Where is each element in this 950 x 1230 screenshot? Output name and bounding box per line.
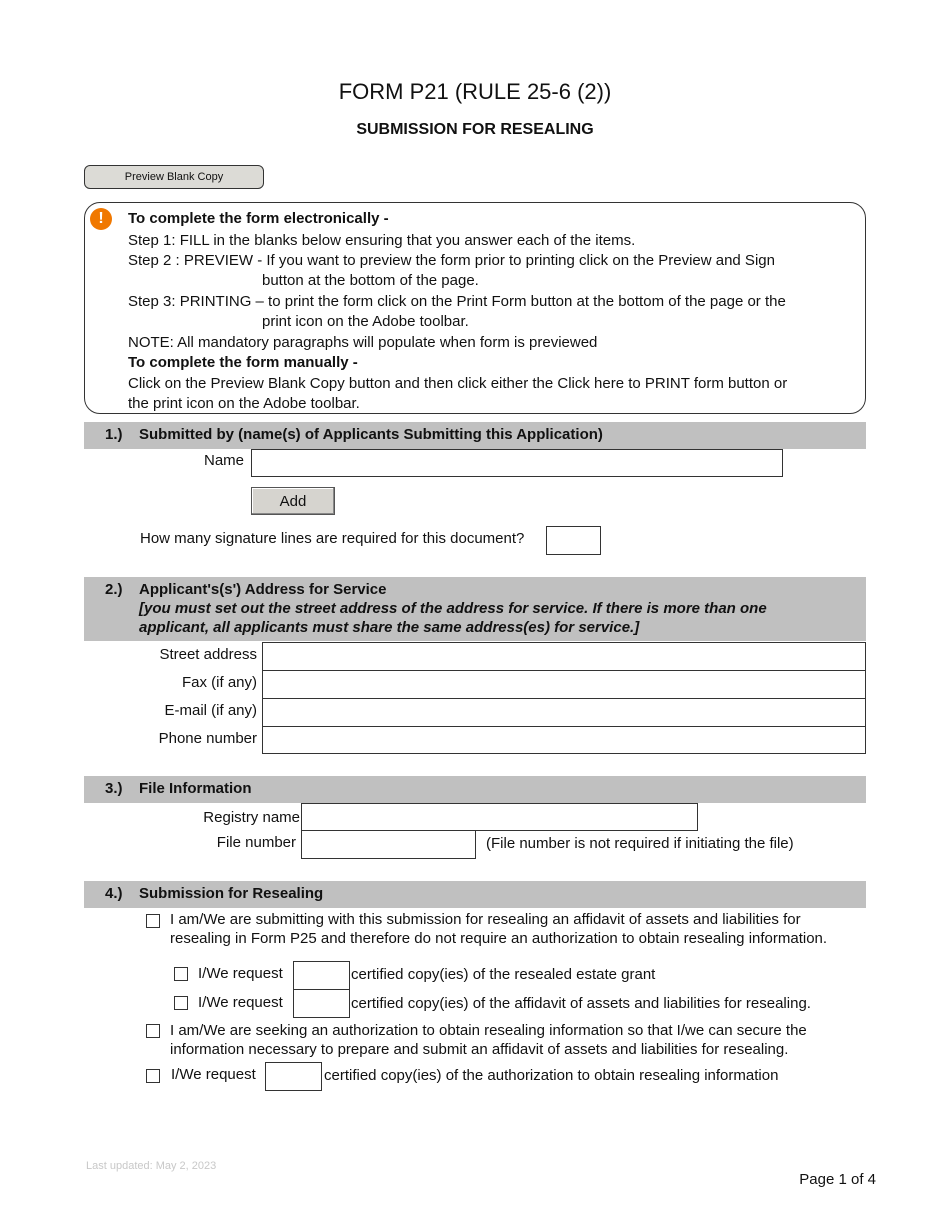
section4-number: 4.): [105, 885, 123, 902]
name-input[interactable]: [251, 449, 783, 477]
request1-text: certified copy(ies) of the resealed estate grant: [351, 966, 656, 983]
option2-checkbox[interactable]: [146, 1024, 160, 1038]
request3-checkbox[interactable]: [146, 1069, 160, 1083]
request1-checkbox[interactable]: [174, 967, 188, 981]
instructions-heading-electronic: To complete the form electronically -: [128, 210, 389, 227]
request1-label: I/We request: [198, 965, 283, 982]
option1-text: I am/We are submitting with this submission for resealing an affidavit of assets and liabilities for: [170, 911, 801, 928]
section3-number: 3.): [105, 780, 123, 797]
section4-header: [84, 881, 866, 908]
instructions-step2: Step 2 : PREVIEW - If you want to preview the form prior to printing click on the Preview and Sign: [128, 252, 775, 269]
instructions-step3: Step 3: PRINTING – to print the form click on the Print Form button at the bottom of the page or the: [128, 293, 786, 310]
request2-checkbox[interactable]: [174, 996, 188, 1010]
email-label: E-mail (if any): [164, 702, 257, 719]
exclamation-icon: !: [90, 208, 112, 230]
signature-lines-input[interactable]: [546, 526, 601, 555]
phone-input[interactable]: [262, 726, 866, 754]
file-number-label: File number: [216, 834, 296, 851]
instructions-manual: Click on the Preview Blank Copy button and then click either the Click here to PRINT form button or: [128, 375, 788, 392]
section2-title: Applicant's(s') Address for Service: [139, 581, 387, 598]
instructions-heading-manual: To complete the form manually -: [128, 354, 358, 371]
request2-count-input[interactable]: [293, 989, 350, 1018]
preview-blank-copy-button[interactable]: Preview Blank Copy: [84, 165, 264, 189]
request2-text: certified copy(ies) of the affidavit of assets and liabilities for resealing.: [351, 995, 811, 1012]
section2-note-cont: applicant, all applicants must share the same address(es) for service.]: [139, 619, 640, 636]
request3-text: certified copy(ies) of the authorization to obtain resealing information: [324, 1067, 779, 1084]
section3-title: File Information: [139, 780, 252, 797]
option2-text-cont: information necessary to prepare and submit an affidavit of assets and liabilities for resealing.: [170, 1041, 789, 1058]
file-number-note: (File number is not required if initiating the file): [486, 835, 794, 852]
request3-label: I/We request: [171, 1066, 256, 1083]
instructions-step1: Step 1: FILL in the blanks below ensuring that you answer each of the items.: [128, 232, 636, 249]
section2-number: 2.): [105, 581, 123, 598]
phone-label: Phone number: [158, 730, 257, 747]
request1-count-input[interactable]: [293, 961, 350, 990]
instructions-step3-cont: print icon on the Adobe toolbar.: [262, 313, 469, 330]
form-subtitle: SUBMISSION FOR RESEALING: [356, 121, 594, 138]
request3-count-input[interactable]: [265, 1062, 322, 1091]
instructions-manual-cont: the print icon on the Adobe toolbar.: [128, 395, 360, 412]
signature-lines-question: How many signature lines are required for this document?: [140, 530, 525, 547]
street-address-label: Street address: [159, 646, 257, 663]
page-number: Page 1 of 4: [799, 1171, 876, 1188]
registry-name-label: Registry name: [203, 809, 300, 826]
street-address-input[interactable]: [262, 642, 866, 671]
email-input[interactable]: [262, 698, 866, 727]
section3-header: [84, 776, 866, 803]
section1-header: [84, 422, 866, 449]
section2-header: [84, 577, 866, 641]
section1-title: Submitted by (name(s) of Applicants Submitting this Application): [139, 426, 603, 443]
fax-input[interactable]: [262, 670, 866, 699]
add-button[interactable]: Add: [251, 487, 335, 515]
instructions-note: NOTE: All mandatory paragraphs will populate when form is previewed: [128, 334, 598, 351]
last-updated: Last updated: May 2, 2023: [86, 1160, 217, 1172]
option2-text: I am/We are seeking an authorization to obtain resealing information so that I/we can secure the: [170, 1022, 807, 1039]
registry-name-input[interactable]: [301, 803, 698, 831]
section2-note: [you must set out the street address of the address for service. If there is more than one: [139, 600, 767, 617]
option1-text-cont: resealing in Form P25 and therefore do not require an authorization to obtain resealing information.: [170, 930, 828, 947]
form-title: FORM P21 (RULE 25-6 (2)): [338, 79, 612, 104]
file-number-input[interactable]: [301, 830, 476, 859]
fax-label: Fax (if any): [181, 674, 257, 691]
instructions-step2-cont: button at the bottom of the page.: [262, 272, 479, 289]
request2-label: I/We request: [198, 994, 283, 1011]
option1-checkbox[interactable]: [146, 914, 160, 928]
section4-title: Submission for Resealing: [139, 885, 324, 902]
name-label: Name: [203, 452, 244, 469]
section1-number: 1.): [105, 426, 123, 443]
